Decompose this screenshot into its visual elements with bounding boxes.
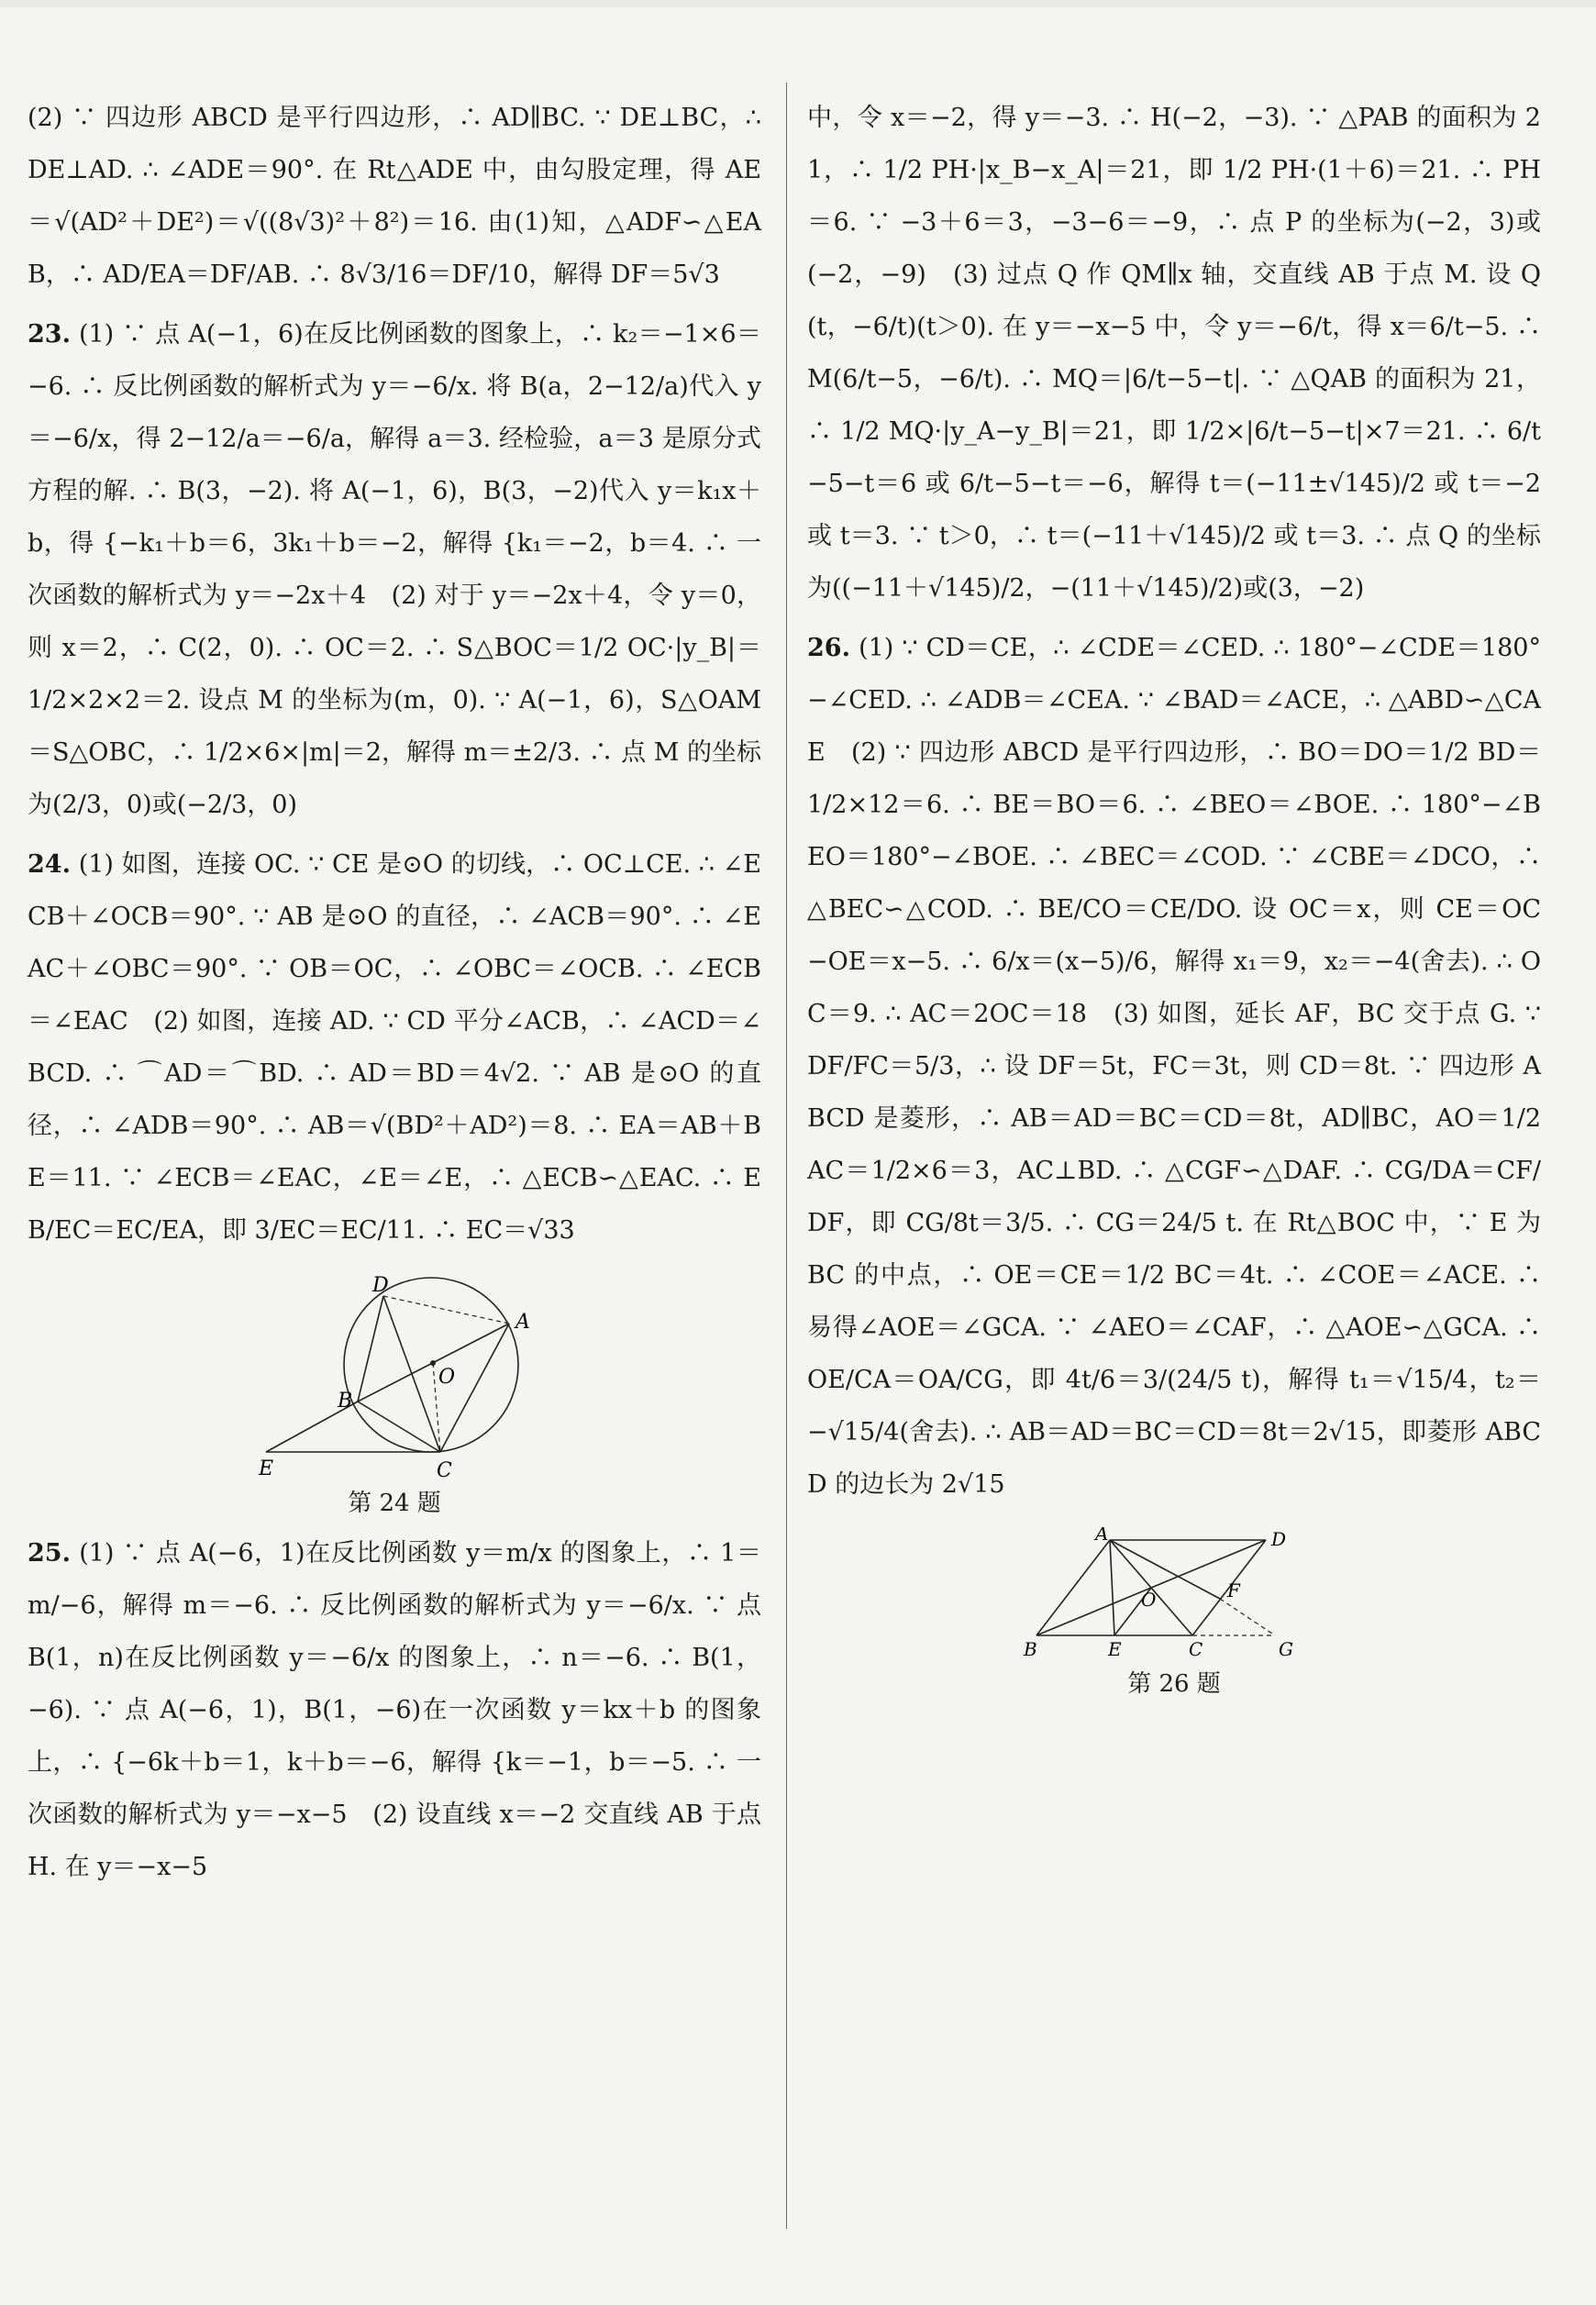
- segment-fg: [1220, 1599, 1275, 1635]
- q23-answer: [28, 308, 761, 831]
- label-c: C: [1189, 1638, 1203, 1660]
- figure-24-diagram: [229, 1273, 560, 1484]
- label-d: D: [372, 1274, 389, 1297]
- center-point-o: [430, 1360, 436, 1366]
- segment-af: [1110, 1540, 1220, 1599]
- q22-continued-text: (2) ∵ 四边形 ABCD 是平行四边形，∴ AD∥BC. ∵ DE⊥BC，∴ DE⊥AD. ∴ ∠ADE＝90°. 在 Rt△ADE 中，由勾股定理，得 AE＝√(AD²＋DE²)＝√((8√3)²＋8²)＝16. 由(1)知，△ADF∽△EAB，∴ AD/EA＝DF/AB. ∴ 8√3/16＝DF/10，解得 DF＝5√3: [28, 104, 761, 289]
- q26-number: 26.: [807, 634, 850, 662]
- q26-answer: [807, 622, 1541, 1511]
- label-b: B: [338, 1390, 353, 1413]
- label-f: F: [1227, 1579, 1240, 1601]
- left-column: [28, 92, 761, 1893]
- label-c: C: [437, 1459, 452, 1482]
- q24-number: 24.: [28, 850, 71, 879]
- figure-24: [28, 1273, 761, 1518]
- label-o: O: [1141, 1589, 1157, 1611]
- label-b: B: [1024, 1638, 1037, 1660]
- q24-text: (1) 如图，连接 OC. ∵ CE 是⊙O 的切线，∴ OC⊥CE. ∴ ∠ECB＋∠OCB＝90°. ∵ AB 是⊙O 的直径，∴ ∠ACB＝90°. ∴ ∠EAC＋∠OBC＝90°. ∵ OB＝OC，∴ ∠OBC＝∠OCB. ∴ ∠ECB＝∠EAC (2) 如图，连接 AD. ∵ CD 平分∠ACB，∴ ∠ACD＝∠BCD. ∴ ⌒AD＝⌒BD. ∴ AD＝BD＝4√2. ∵ AB 是⊙O 的直径，∴ ∠ADB＝90°. ∴ AB＝√(BD²＋AD²)＝8. ∴ EA＝AB＋BE＝11. ∵ ∠ECB＝∠EAC，∠E＝∠E，∴ △ECB∽△EAC. ∴ EB/EC＝EC/EA，即 3/EC＝EC/11. ∴ EC＝√33: [28, 850, 761, 1245]
- q23-number: 23.: [28, 320, 71, 349]
- q23-text: (1) ∵ 点 A(−1，6)在反比例函数的图象上，∴ k₂＝−1×6＝−6. ∴ 反比例函数的解析式为 y＝−6/x. 将 B(a，2−12/a)代入 y＝−6/x，得 2−12/a＝−6/a，解得 a＝3. 经检验，a＝3 是原分式方程的解. ∴ B(3，−2). 将 A(−1，6)，B(3，−2)代入 y＝k₁x＋b，得 {−k₁＋b＝6，3k₁＋b＝−2，解得 {k₁＝−2，b＝4. ∴ 一次函数的解析式为 y＝−2x＋4 (2) 对于 y＝−2x＋4，令 y＝0，则 x＝2，∴ C(2，0). ∴ OC＝2. ∴ S△BOC＝1/2 OC·|y_B|＝1/2×2×2＝2. 设点 M 的坐标为(m，0). ∵ A(−1，6)，S△OAM＝S△OBC，∴ 1/2×6×|m|＝2，解得 m＝±2/3. ∴ 点 M 的坐标为(2/3，0)或(−2/3，0): [28, 320, 761, 819]
- label-a: A: [1095, 1527, 1109, 1545]
- q25-continued-text: 中，令 x＝−2，得 y＝−3. ∴ H(−2，−3). ∵ △PAB 的面积为 21，∴ 1/2 PH·|x_B−x_A|＝21，即 1/2 PH·(1＋6)＝21. ∴ PH＝6. ∵ −3＋6＝3，−3−6＝−9，∴ 点 P 的坐标为(−2，3)或(−2，−9) (3) 过点 Q 作 QM∥x 轴，交直线 AB 于点 M. 设 Q(t，−6/t)(t＞0). 在 y＝−x−5 中，令 y＝−6/t，得 x＝6/t−5. ∴ M(6/t−5，−6/t). ∴ MQ＝|6/t−5−t|. ∵ △QAB 的面积为 21，∴ 1/2 MQ·|y_A−y_B|＝21，即 1/2×|6/t−5−t|×7＝21. ∴ 6/t−5−t＝6 或 6/t−5−t＝−6，解得 t＝(−11±√145)/2 或 t＝−2 或 t＝3. ∵ t＞0，∴ t＝(−11＋√145)/2 或 t＝3. ∴ 点 Q 的坐标为((−11＋√145)/2，−(11＋√145)/2)或(3，−2): [807, 104, 1541, 603]
- label-o: O: [438, 1366, 456, 1389]
- scan-edge: [0, 0, 1596, 7]
- figure-26-diagram: [1018, 1527, 1330, 1665]
- q25-answer: [28, 1527, 761, 1893]
- label-e: E: [259, 1457, 274, 1480]
- q24-answer: [28, 838, 761, 1257]
- q26-text: (1) ∵ CD＝CE，∴ ∠CDE＝∠CED. ∴ 180°−∠CDE＝180°−∠CED. ∴ ∠ADB＝∠CEA. ∵ ∠BAD＝∠ACE，∴ △ABD∽△CAE (2) ∵ 四边形 ABCD 是平行四边形，∴ BO＝DO＝1/2 BD＝1/2×12＝6. ∴ BE＝BO＝6. ∴ ∠BEO＝∠BOE. ∴ 180°−∠BEO＝180°−∠BOE. ∴ ∠BEC＝∠COD. ∵ ∠CBE＝∠DCO，∴ △BEC∽△COD. ∴ BE/CO＝CE/DO. 设 OC＝x，则 CE＝OC−OE＝x−5. ∴ 6/x＝(x−5)/6，解得 x₁＝9，x₂＝−4(舍去). ∴ OC＝9. ∴ AC＝2OC＝18 (3) 如图，延长 AF，BC 交于点 G. ∵ DF/FC＝5/3，∴ 设 DF＝5t，FC＝3t，则 CD＝8t. ∵ 四边形 ABCD 是菱形，∴ AB＝AD＝BC＝CD＝8t，AD∥BC，AO＝1/2 AC＝1/2×6＝3，AC⊥BD. ∴ △CGF∽△DAF. ∴ CG/DA＝CF/DF，即 CG/8t＝3/5. ∴ CG＝24/5 t. 在 Rt△BOC 中，∵ E 为 BC 的中点，∴ OE＝CE＝1/2 BC＝4t. ∴ ∠COE＝∠ACE. ∴ 易得∠AOE＝∠GCA. ∵ ∠AEO＝∠CAF，∴ △AOE∽△GCA. ∴ OE/CA＝OA/CG，即 4t/6＝3/(24/5 t)，解得 t₁＝√15/4，t₂＝−√15/4(舍去). ∴ AB＝AD＝BC＝CD＝8t＝2√15，即菱形 ABCD 的边长为 2√15: [807, 634, 1541, 1499]
- figure-24-caption: 第 24 题: [348, 1490, 441, 1517]
- label-g: G: [1279, 1638, 1293, 1660]
- figure-26-caption: 第 26 题: [1127, 1670, 1221, 1698]
- column-divider: [786, 83, 787, 2229]
- right-column: [807, 92, 1541, 1708]
- segment-ae: [1110, 1540, 1114, 1635]
- q25-text: (1) ∵ 点 A(−6，1)在反比例函数 y＝m/x 的图象上，∴ 1＝m/−6，解得 m＝−6. ∴ 反比例函数的解析式为 y＝−6/x. ∵ 点 B(1，n)在反比例函数 y＝−6/x 的图象上，∴ n＝−6. ∴ B(1，−6). ∵ 点 A(−6，1)，B(1，−6)在一次函数 y＝kx＋b 的图象上，∴ {−6k＋b＝1，k＋b＝−6，解得 {k＝−1，b＝−5. ∴ 一次函数的解析式为 y＝−x−5 (2) 设直线 x＝−2 交直线 AB 于点 H. 在 y＝−x−5: [28, 1539, 761, 1881]
- q25-number: 25.: [28, 1539, 71, 1568]
- label-a: A: [515, 1311, 530, 1334]
- figure-26: [807, 1527, 1541, 1699]
- label-e: E: [1108, 1638, 1122, 1660]
- label-d: D: [1271, 1528, 1287, 1550]
- segment-ab: [1036, 1540, 1110, 1635]
